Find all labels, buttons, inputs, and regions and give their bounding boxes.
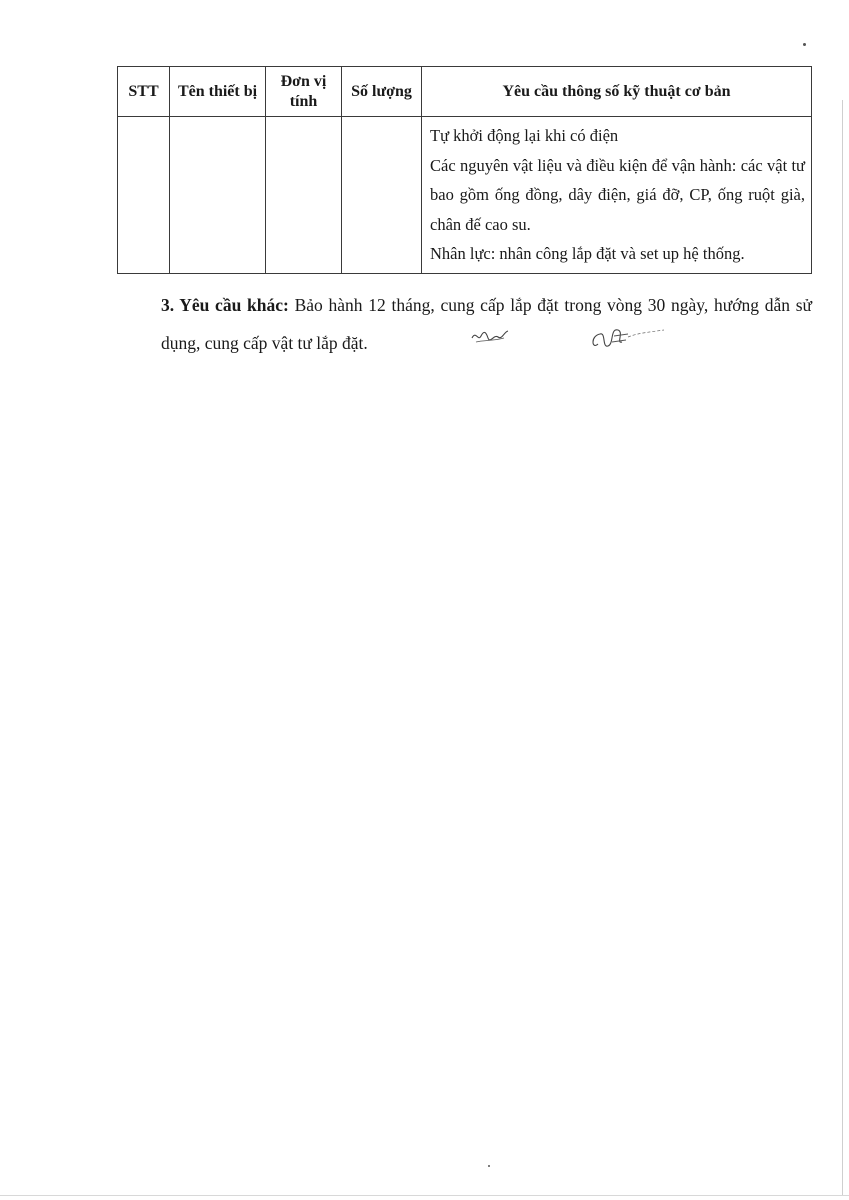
scan-speck bbox=[803, 43, 806, 46]
cell-yeu-cau bbox=[422, 117, 812, 274]
header-stt: STT bbox=[118, 67, 170, 117]
section-3-other-requirements bbox=[128, 286, 812, 362]
signature-mark bbox=[588, 322, 668, 356]
spec-line: Tự khởi động lại khi có điện bbox=[430, 126, 619, 145]
section-3-paragraph bbox=[128, 286, 812, 362]
header-so-luong: Số lượng bbox=[342, 67, 422, 117]
header-yeu-cau: Yêu cầu thông số kỹ thuật cơ bản bbox=[422, 67, 812, 117]
spec-table bbox=[117, 66, 812, 274]
cell-ten-thiet-bi bbox=[170, 117, 266, 274]
section-3-heading: 3. Yêu cầu khác: bbox=[161, 295, 289, 315]
cell-don-vi-tinh bbox=[266, 117, 342, 274]
header-ten-thiet-bi: Tên thiết bị bbox=[170, 67, 266, 117]
header-don-vi-tinh: Đơn vị tính bbox=[266, 67, 342, 117]
cell-so-luong bbox=[342, 117, 422, 274]
initials-signature-small bbox=[470, 326, 510, 348]
scan-edge-line bbox=[842, 100, 843, 1195]
table-row bbox=[118, 117, 812, 274]
spec-line: Các nguyên vật liệu và điều kiện để vận hành: các vật tư bao gồm ống đồng, dây điện, giá đỡ, CP, ống ruột già, chân đế cao su. bbox=[430, 155, 805, 234]
table-header-row bbox=[118, 67, 812, 117]
spec-line: Nhân lực: nhân công lắp đặt và set up hệ thống. bbox=[430, 244, 745, 263]
scan-bottom-line bbox=[0, 1195, 849, 1196]
cell-stt bbox=[118, 117, 170, 274]
scan-speck bbox=[488, 1165, 490, 1167]
section-3-text: Bảo hành 12 tháng, cung cấp lắp đặt trong vòng 30 ngày, hướng dẫn sử dụng, cung cấp vật tư lắp đặt. bbox=[161, 295, 812, 353]
